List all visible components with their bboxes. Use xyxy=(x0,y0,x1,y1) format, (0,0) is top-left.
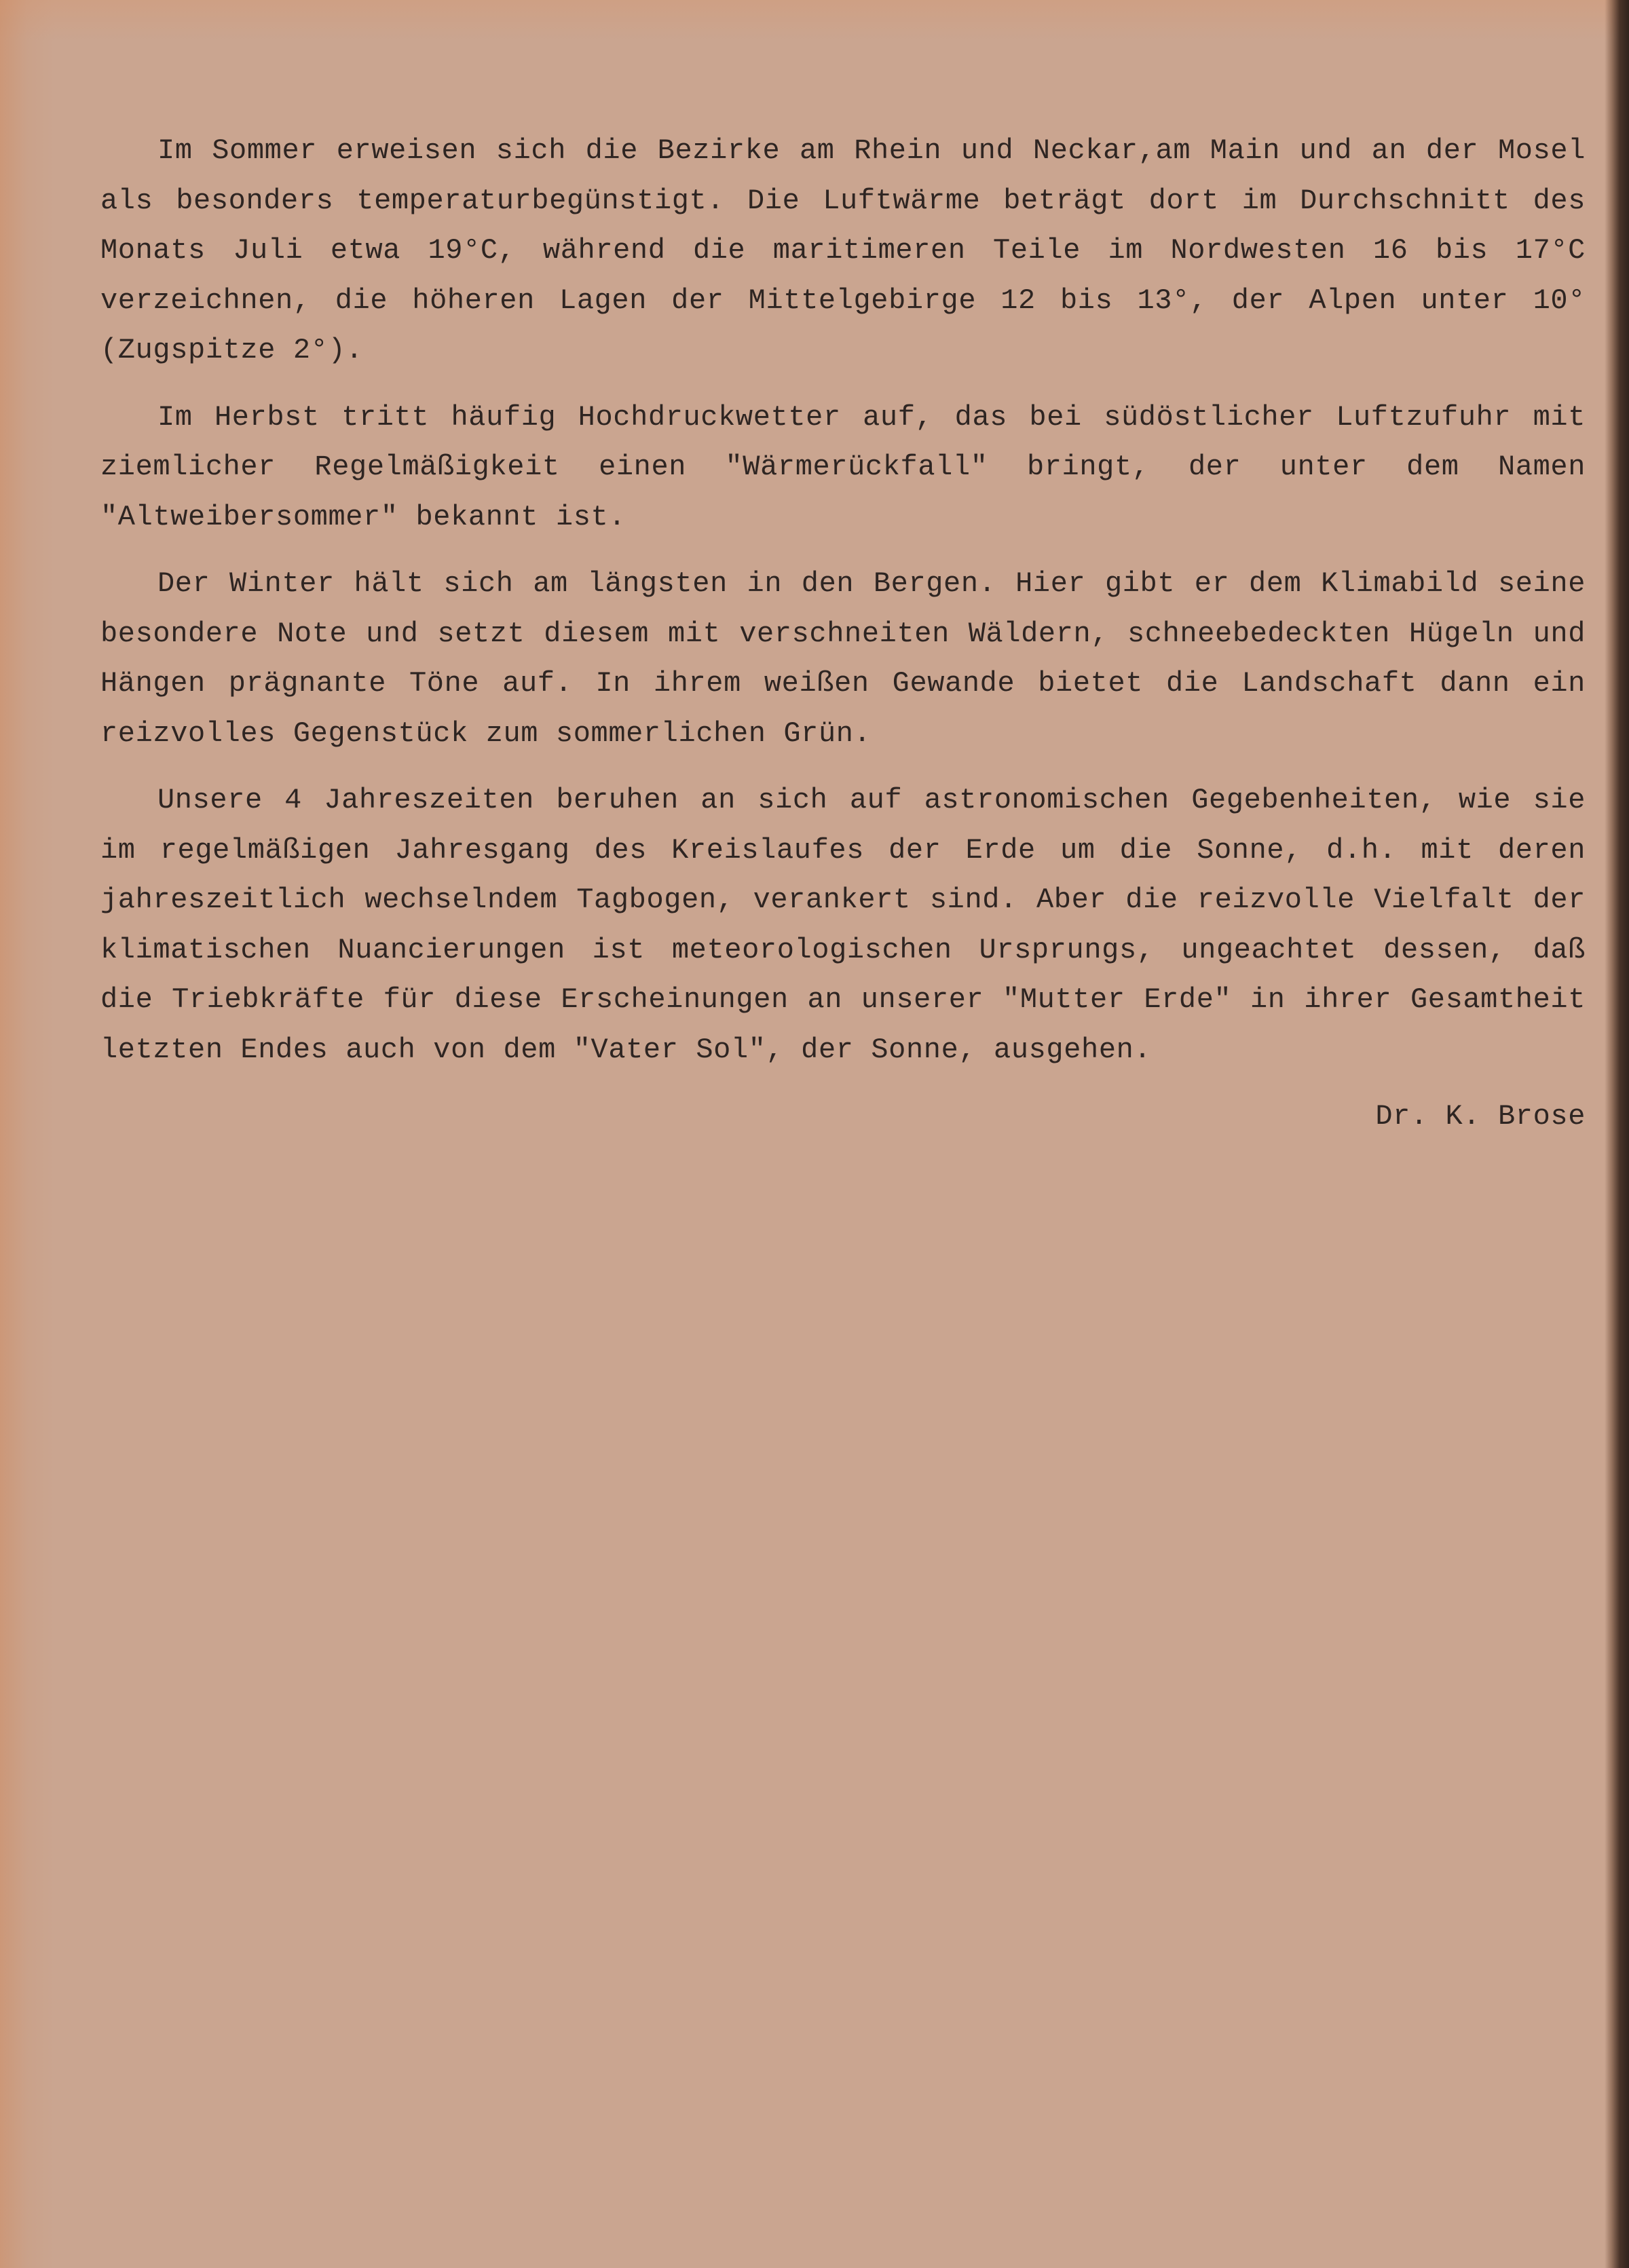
paragraph-summer: Im Sommer erweisen sich die Bezirke am Rhein und Neckar,am Main und an der Mosel als besonders temperaturbegünstigt. Die Luftwärme beträgt dort im Durchschnitt des Monats Juli etwa 19°C, während die maritimeren Teile im Nordwesten 16 bis 17°C verzeichnen, die höheren Lagen der Mittelgebirge 12 bis 13°, der Alpen unter 10° (Zugspitze 2°). xyxy=(100,134,1586,366)
typewritten-text xyxy=(100,126,1586,1142)
paragraph-seasons: Unsere 4 Jahreszeiten beruhen an sich auf astronomischen Gegebenheiten, wie sie im regelmäßigen Jahresgang des Kreislaufes der Erde um die Sonne, d.h. mit deren jahreszeitlich wechselndem Tagbogen, verankert sind. Aber die reizvolle Vielfalt der klimatischen Nuancierungen ist meteorologischen Ursprungs, ungeachtet dessen, daß die Triebkräfte für diese Erscheinungen an unserer "Mutter Erde" in ihrer Gesamtheit letzten Endes auch von dem "Vater Sol", der Sonne, ausgehen. xyxy=(100,784,1586,1066)
paragraph-autumn: Im Herbst tritt häufig Hochdruckwetter auf, das bei südöstlicher Luftzufuhr mit ziemlicher Regelmäßigkeit einen "Wärmerückfall" bringt, der unter dem Namen "Altweibersommer" bekannt ist. xyxy=(100,400,1586,533)
paragraph-winter: Der Winter hält sich am längsten in den Bergen. Hier gibt er dem Klimabild seine besondere Note und setzt diesem mit verschneiten Wäldern, schneebedeckten Hügeln und Hängen prägnante Töne auf. In ihrem weißen Gewande bietet die Landschaft dann ein reizvolles Gegenstück zum sommerlichen Grün. xyxy=(100,567,1586,750)
author-signature: Dr. K. Brose xyxy=(1375,1100,1586,1133)
page-edge-shadow xyxy=(1605,0,1629,2268)
